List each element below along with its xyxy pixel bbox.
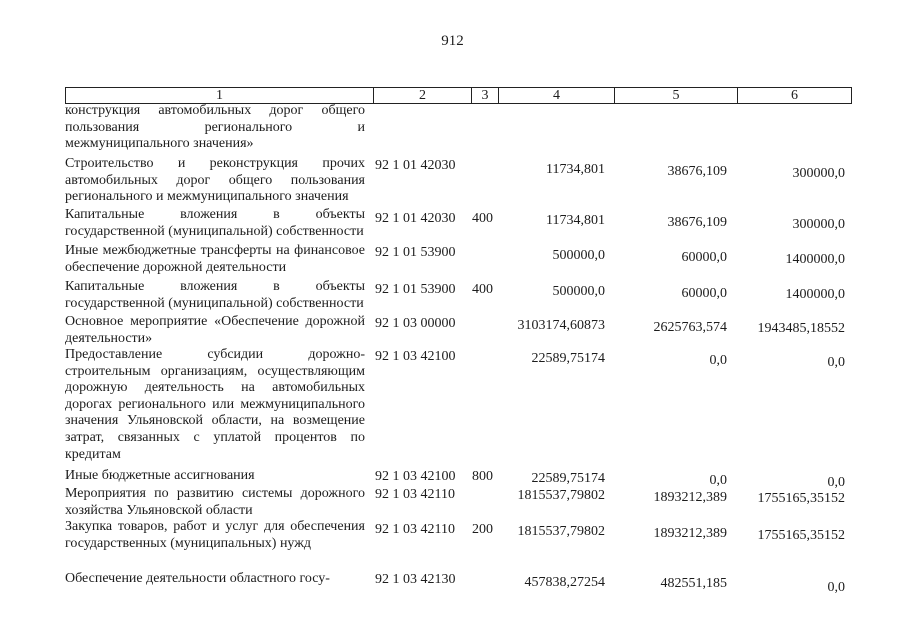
row-value-col4: 3103174,60873: [517, 318, 605, 333]
row-description: Капитальные вложения в объекты государственной (муниципальной) собственности: [65, 279, 365, 311]
header-col-3: 3: [471, 87, 499, 104]
row-description: Предоставление субсидии дорожно-строительным организациям, осуществляющим дорожную деятельность на автомобильных дорогах регионального или межмуниципального значения Ульяновской области, на возмещение затрат, связанных с уплатой процентов по кредитам: [65, 347, 365, 462]
row-value-col5: 1893212,389: [653, 526, 727, 541]
row-description: конструкция автомобильных дорог общего пользования регионального и межмуниципального значения»: [65, 103, 365, 152]
row-description: Строительство и реконструкция прочих автомобильных дорог общего пользования регионального и межмуниципального значения: [65, 156, 365, 205]
row-description: Иные межбюджетные трансферты на финансовое обеспечение дорожной деятельности: [65, 243, 365, 275]
header-col-5: 5: [614, 87, 738, 104]
row-code: 92 1 03 42100: [375, 349, 456, 364]
row-value-col4: 457838,27254: [524, 575, 605, 590]
row-code: 92 1 01 42030: [375, 211, 456, 226]
header-col-1: 1: [65, 87, 374, 104]
row-description: Мероприятия по развитию системы дорожного хозяйства Ульяновской области: [65, 486, 365, 518]
row-value-col4: 500000,0: [552, 248, 605, 263]
row-value-col6: 300000,0: [792, 166, 845, 181]
row-type: 800: [472, 469, 493, 484]
row-value-col5: 60000,0: [681, 286, 727, 301]
row-value-col4: 22589,75174: [531, 471, 605, 486]
header-col-6: 6: [737, 87, 852, 104]
row-value-col6: 1400000,0: [785, 252, 845, 267]
row-type: 400: [472, 282, 493, 297]
row-value-col6: 1943485,18552: [757, 321, 845, 336]
row-value-col5: 482551,185: [660, 576, 727, 591]
row-description: Основное мероприятие «Обеспечение дорожной деятельности»: [65, 314, 365, 346]
header-col-2: 2: [373, 87, 472, 104]
row-code: 92 1 03 42130: [375, 572, 456, 587]
row-value-col5: 38676,109: [667, 164, 727, 179]
row-value-col4: 1815537,79802: [517, 524, 605, 539]
row-code: 92 1 01 42030: [375, 158, 456, 173]
row-value-col6: 300000,0: [792, 217, 845, 232]
row-value-col5: 0,0: [709, 473, 727, 488]
row-value-col4: 11734,801: [546, 213, 605, 228]
row-description: Капитальные вложения в объекты государственной (муниципальной) собственности: [65, 207, 365, 239]
row-code: 92 1 01 53900: [375, 282, 456, 297]
row-value-col5: 60000,0: [681, 250, 727, 265]
row-value-col4: 1815537,79802: [517, 488, 605, 503]
row-value-col5: 0,0: [709, 353, 727, 368]
row-value-col6: 0,0: [827, 580, 845, 595]
row-value-col6: 1755165,35152: [757, 491, 845, 506]
row-code: 92 1 03 42110: [375, 487, 455, 502]
row-value-col6: 0,0: [827, 355, 845, 370]
row-code: 92 1 03 42100: [375, 469, 456, 484]
row-type: 200: [472, 522, 493, 537]
row-code: 92 1 01 53900: [375, 245, 456, 260]
row-value-col5: 38676,109: [667, 215, 727, 230]
row-value-col6: 0,0: [827, 475, 845, 490]
row-value-col5: 1893212,389: [653, 490, 727, 505]
row-code: 92 1 03 00000: [375, 316, 456, 331]
row-value-col4: 500000,0: [552, 284, 605, 299]
row-value-col6: 1400000,0: [785, 287, 845, 302]
row-value-col4: 11734,801: [546, 162, 605, 177]
row-description: Иные бюджетные ассигнования: [65, 468, 255, 483]
header-col-4: 4: [498, 87, 615, 104]
row-description: Закупка товаров, работ и услуг для обеспечения государственных (муниципальных) нужд: [65, 519, 365, 551]
row-code: 92 1 03 42110: [375, 522, 455, 537]
row-type: 400: [472, 211, 493, 226]
row-value-col6: 1755165,35152: [757, 528, 845, 543]
page-number: 912: [441, 33, 464, 49]
row-value-col5: 2625763,574: [653, 320, 727, 335]
row-description: Обеспечение деятельности областного госу-: [65, 571, 330, 586]
row-value-col4: 22589,75174: [531, 351, 605, 366]
